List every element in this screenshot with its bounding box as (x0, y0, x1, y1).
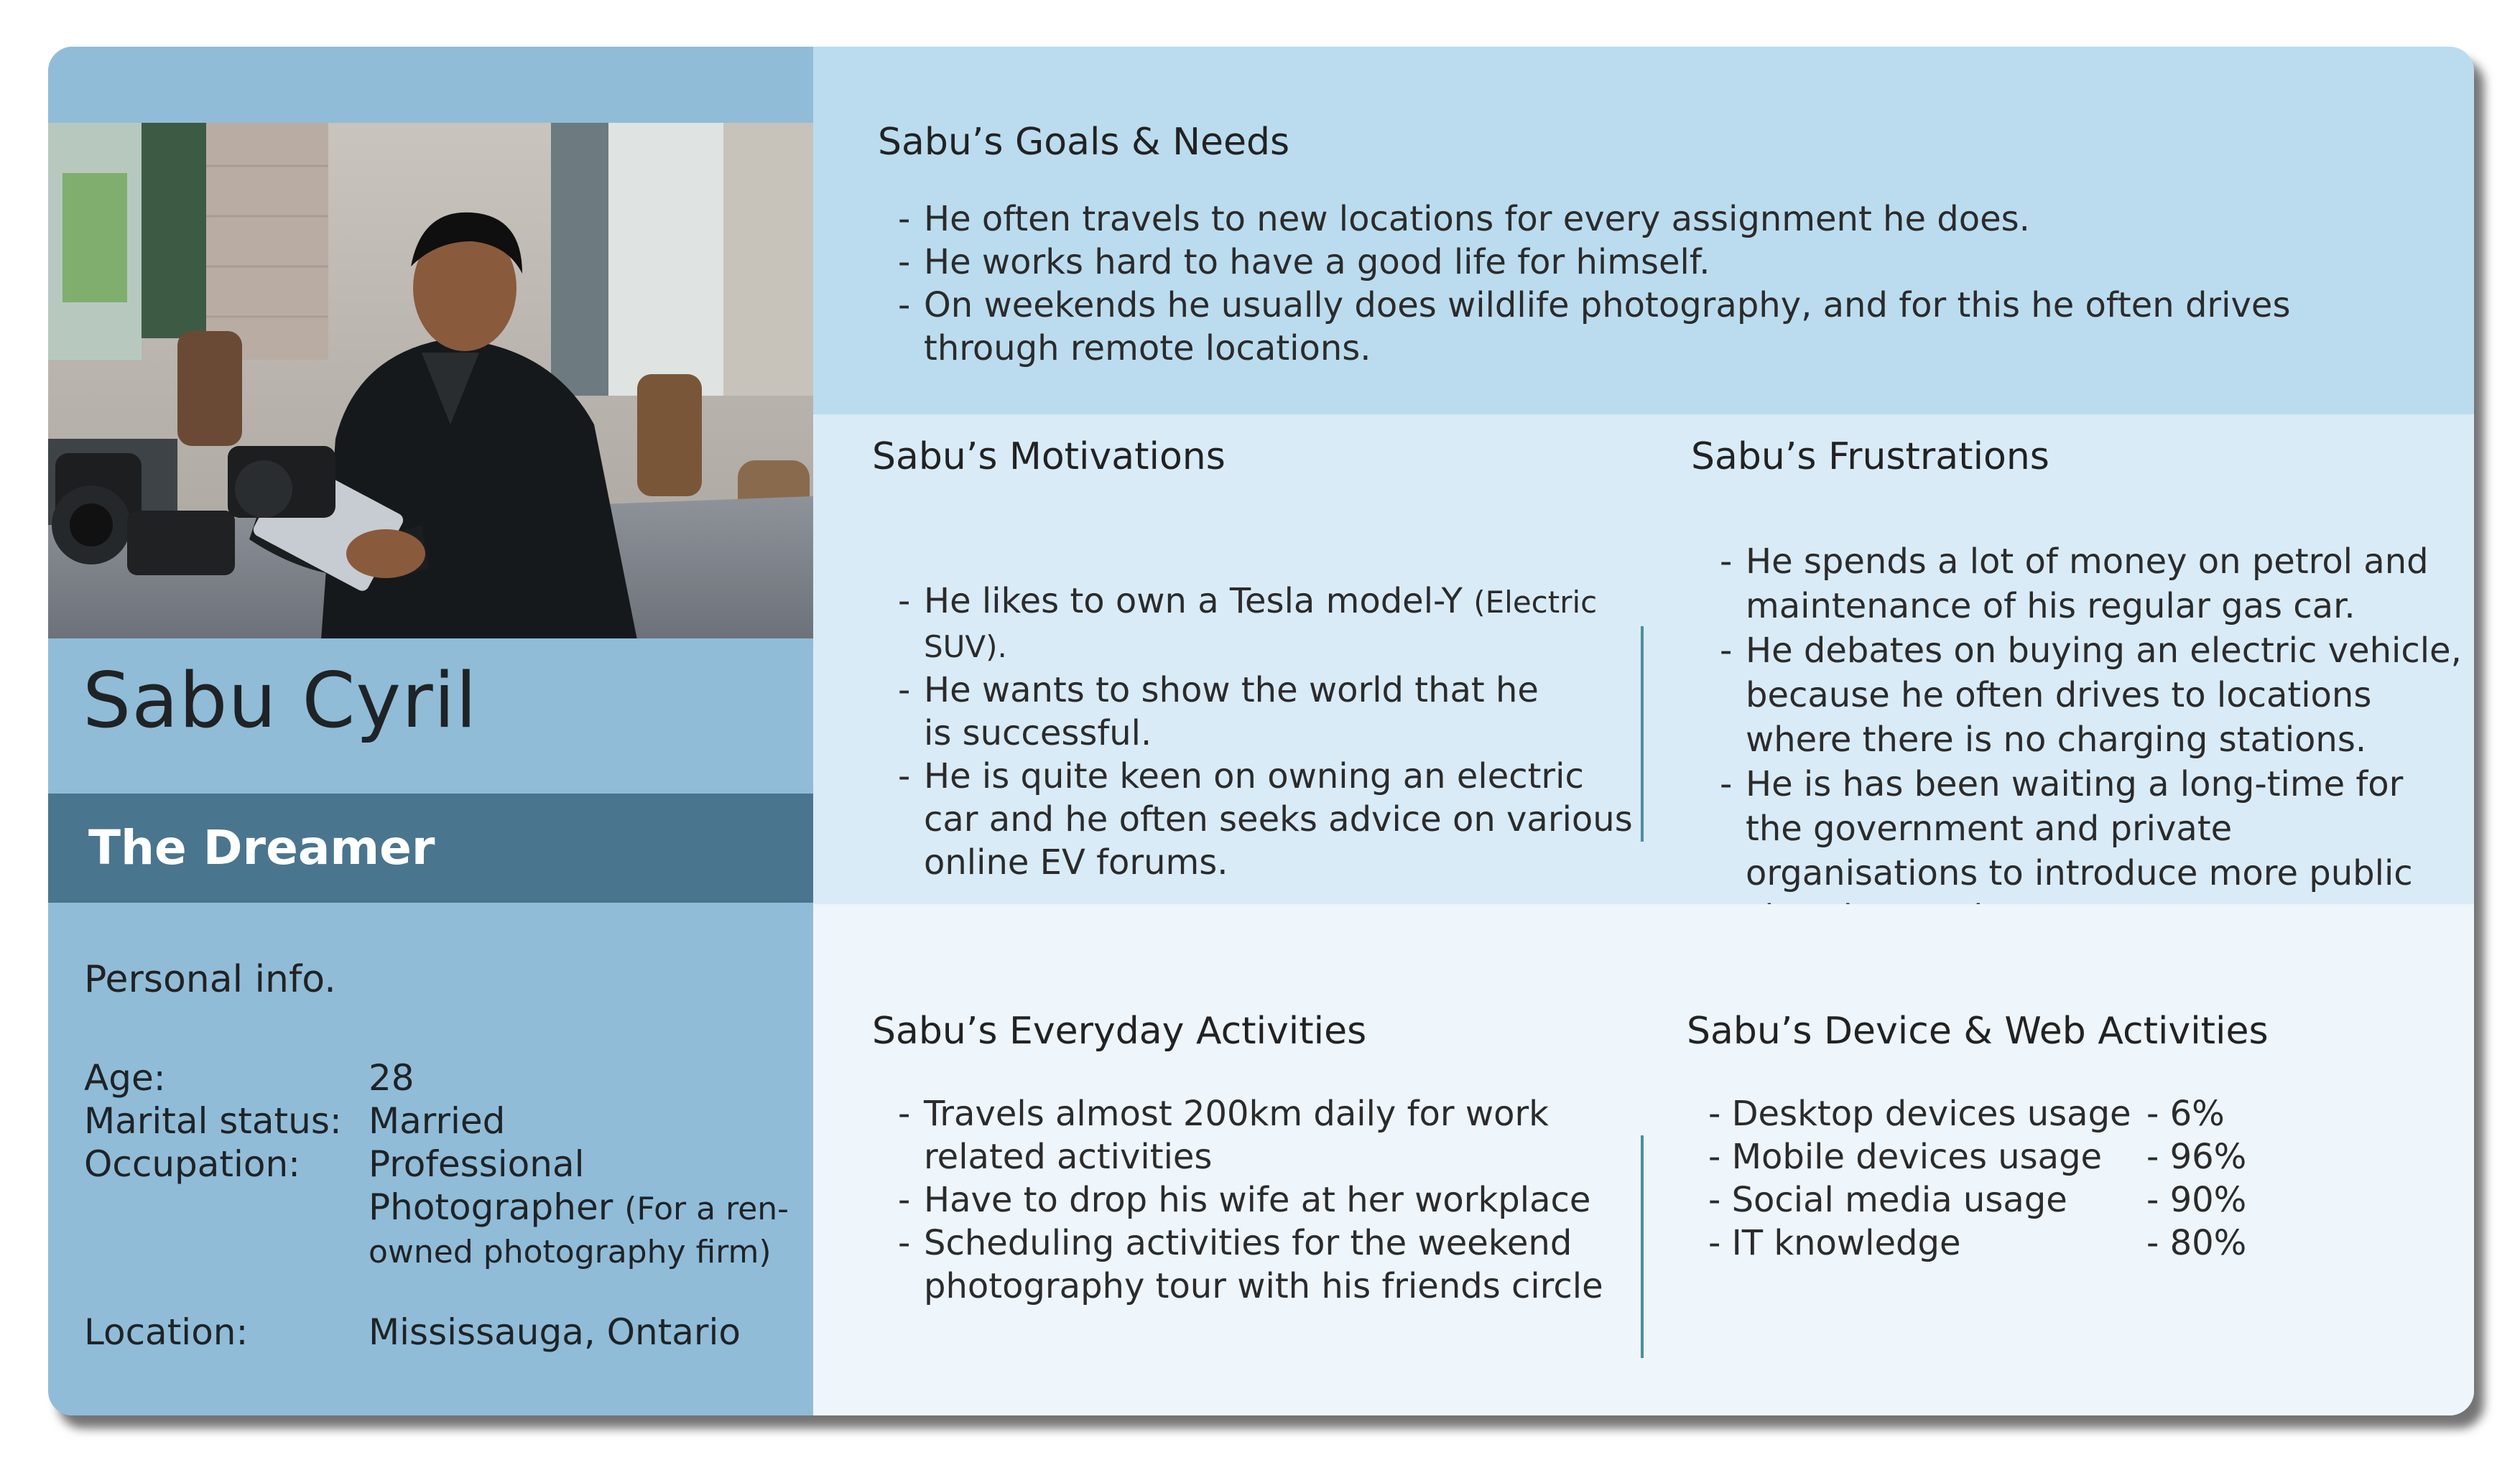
marital-status-label: Marital status: (84, 1100, 342, 1142)
occupation-note2: owned photography firm) (369, 1234, 772, 1270)
sidebar-top-band (48, 47, 813, 123)
motivations-list (898, 580, 1645, 884)
device-web-title: Sabu’s Device & Web Activities (1687, 1010, 2269, 1053)
marital-status-value: Married (369, 1100, 506, 1142)
goals-title: Sabu’s Goals & Needs (878, 121, 1290, 164)
list-item: - He is quite keen on owning an electric car and he often seeks advice on various online EV forums. (898, 755, 1645, 884)
occupation-label: Occupation: (84, 1143, 301, 1185)
list-item: - On weekends he usually does wildlife photography, and for this he often drives through remote locations. (898, 284, 2325, 370)
motivation-item1-main: He likes to own a Tesla model-Y (924, 581, 1463, 621)
frustrations-list (1720, 539, 2467, 940)
goals-section (813, 47, 2474, 414)
activities-section (813, 904, 2474, 1415)
device-value: - 80% (2146, 1223, 2247, 1263)
everyday-divider (1641, 1135, 1644, 1358)
persona-archetype: The Dreamer (88, 820, 435, 875)
device-value: - 90% (2146, 1180, 2247, 1220)
age-value: 28 (369, 1057, 414, 1099)
list-item (898, 580, 1645, 669)
occupation-line1: Professional (369, 1143, 585, 1185)
age-label: Age: (84, 1057, 166, 1099)
persona-sidebar (48, 47, 813, 1415)
occupation-note2-row (369, 1231, 800, 1272)
list-item: - He debates on buying an electric vehicle, because he often drives to locations where there is no charging stations. (1720, 628, 2467, 762)
occupation-note1: (For a ren- (624, 1191, 789, 1227)
list-item: - Have to drop his wife at her workplace (898, 1178, 1616, 1222)
list-item: - He often travels to new locations for every assignment he does. (898, 197, 2371, 241)
device-label: - Mobile devices usage (1708, 1137, 2103, 1177)
list-item: - He works hard to have a good life for himself. (898, 241, 2371, 284)
list-item: - Scheduling activities for the weekend photography tour with his friends circle (898, 1222, 1616, 1308)
device-label: - Social media usage (1708, 1180, 2067, 1220)
list-item: - Travels almost 200km daily for work related activities (898, 1092, 1616, 1178)
motivations-frustrations-section (813, 414, 2474, 904)
device-value: - 96% (2146, 1137, 2247, 1177)
motivations-divider (1641, 626, 1644, 842)
motivations-title: Sabu’s Motivations (872, 435, 1226, 478)
device-value: - 6% (2146, 1094, 2225, 1134)
everyday-title: Sabu’s Everyday Activities (872, 1010, 1367, 1053)
persona-card (48, 47, 2474, 1415)
location-value: Mississauga, Ontario (369, 1311, 741, 1353)
persona-photo (48, 123, 813, 638)
occupation-line2-row (369, 1186, 800, 1231)
motivation-item1-note: (Electric SUV). (924, 585, 1598, 664)
frustrations-title: Sabu’s Frustrations (1691, 435, 2049, 478)
list-item: - He wants to show the world that he is successful. (898, 669, 1570, 755)
persona-archetype-banner (48, 794, 813, 903)
personal-info-heading: Personal info. (84, 958, 336, 1001)
list-item: - He is has been waiting a long-time for the government and private organisations to introduce more public (1720, 762, 2467, 940)
device-label: - IT knowledge (1708, 1223, 1961, 1263)
goals-list (898, 197, 2371, 370)
list-item: - He spends a lot of money on petrol and maintenance of his regular gas car. (1720, 539, 2467, 628)
location-label: Location: (84, 1311, 249, 1353)
occupation-value (369, 1143, 800, 1272)
occupation-line2: Photographer (369, 1186, 613, 1228)
persona-name: Sabu Cyril (83, 656, 478, 745)
device-label: - Desktop devices usage (1708, 1094, 2131, 1134)
everyday-list (898, 1092, 1616, 1308)
